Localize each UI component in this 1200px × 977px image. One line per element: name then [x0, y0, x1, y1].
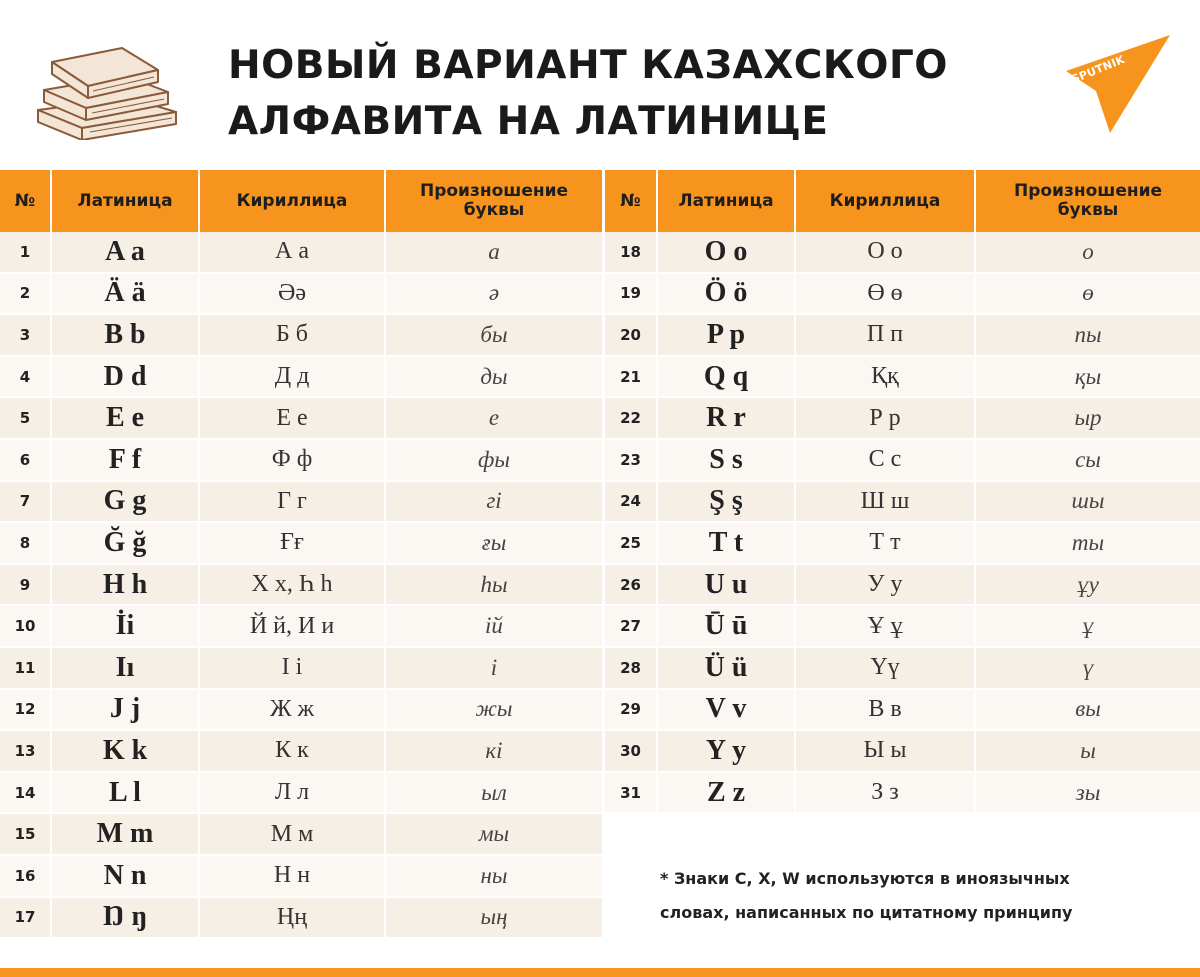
header-latin: Латиница [52, 170, 200, 232]
pronunciation: шы [976, 482, 1200, 522]
table-row [605, 731, 1200, 773]
pronunciation: ә [386, 274, 602, 314]
table-row [605, 690, 1200, 732]
pronunciation: һы [386, 565, 602, 605]
cyrillic-letter: Үү [796, 648, 976, 688]
table-row [0, 315, 602, 357]
table-row [605, 398, 1200, 440]
pronunciation: ғы [386, 523, 602, 563]
row-number: 21 [605, 357, 658, 397]
cyrillic-letter: Р р [796, 398, 976, 438]
table-row [605, 606, 1200, 648]
row-number: 16 [0, 856, 52, 896]
table-row [605, 482, 1200, 524]
latin-letter: E e [52, 398, 200, 438]
cyrillic-letter: У у [796, 565, 976, 605]
bottom-bar [0, 968, 1200, 977]
header-cyrillic: Кириллица [796, 170, 976, 232]
pronunciation: ыл [386, 773, 602, 813]
table-row [605, 773, 1200, 815]
header-cyrillic: Кириллица [200, 170, 386, 232]
table-row [605, 565, 1200, 607]
pronunciation: і [386, 648, 602, 688]
cyrillic-letter: Ғғ [200, 523, 386, 563]
row-number: 10 [0, 606, 52, 646]
table-row [605, 315, 1200, 357]
row-number: 6 [0, 440, 52, 480]
table-body [0, 232, 602, 939]
footnote [660, 862, 1160, 930]
table-row [0, 731, 602, 773]
row-number: 4 [0, 357, 52, 397]
table-row [0, 440, 602, 482]
pronunciation: ій [386, 606, 602, 646]
row-number: 11 [0, 648, 52, 688]
table-row [605, 440, 1200, 482]
latin-letter: Ğ ğ [52, 523, 200, 563]
cyrillic-letter: Е е [200, 398, 386, 438]
cyrillic-letter: Л л [200, 773, 386, 813]
logo-text: SPUTNIK [1069, 52, 1127, 87]
table-row [605, 357, 1200, 399]
latin-letter: İi [52, 606, 200, 646]
latin-letter: K k [52, 731, 200, 771]
row-number: 25 [605, 523, 658, 563]
pronunciation: жы [386, 690, 602, 730]
row-number: 8 [0, 523, 52, 563]
cyrillic-letter: В в [796, 690, 976, 730]
latin-letter: Y y [658, 731, 796, 771]
latin-letter: O o [658, 232, 796, 272]
pronunciation: вы [976, 690, 1200, 730]
header-pron-line2: буквы [463, 200, 525, 220]
latin-letter: R r [658, 398, 796, 438]
table-header [0, 170, 602, 232]
cyrillic-letter: Б б [200, 315, 386, 355]
row-number: 20 [605, 315, 658, 355]
pronunciation: ыр [976, 398, 1200, 438]
header-pron-line1: Произношение [419, 181, 569, 201]
row-number: 23 [605, 440, 658, 480]
cyrillic-letter: К к [200, 731, 386, 771]
row-number: 7 [0, 482, 52, 522]
table-row [0, 523, 602, 565]
cyrillic-letter: О о [796, 232, 976, 272]
header-num: № [605, 170, 658, 232]
footnote-line-2: словах, написанных по цитатному принципу [660, 903, 1073, 922]
table-row [0, 814, 602, 856]
cyrillic-letter: Й й, И и [200, 606, 386, 646]
latin-letter: Q q [658, 357, 796, 397]
latin-letter: S s [658, 440, 796, 480]
cyrillic-letter: Т т [796, 523, 976, 563]
latin-letter: Ö ö [658, 274, 796, 314]
table-row [0, 232, 602, 274]
latin-letter: L l [52, 773, 200, 813]
pronunciation: гі [386, 482, 602, 522]
table-row [0, 274, 602, 316]
cyrillic-letter: Ш ш [796, 482, 976, 522]
pronunciation: ы [976, 731, 1200, 771]
pronunciation: ты [976, 523, 1200, 563]
row-number: 26 [605, 565, 658, 605]
latin-letter: Ŋ ŋ [52, 898, 200, 938]
row-number: 3 [0, 315, 52, 355]
row-number: 14 [0, 773, 52, 813]
header-pronunciation [976, 170, 1200, 232]
latin-letter: F f [52, 440, 200, 480]
table-row [605, 232, 1200, 274]
latin-letter: B b [52, 315, 200, 355]
latin-letter: M m [52, 814, 200, 854]
cyrillic-letter: Ө ө [796, 274, 976, 314]
header-pronunciation [386, 170, 602, 232]
pronunciation: пы [976, 315, 1200, 355]
title-line-2: АЛФАВИТА НА ЛАТИНИЦЕ [228, 99, 829, 144]
header-num: № [0, 170, 52, 232]
header-pron-line1: Произношение [1013, 181, 1163, 201]
header-pron-line2: буквы [1057, 200, 1119, 220]
row-number: 5 [0, 398, 52, 438]
pronunciation: ың [386, 898, 602, 938]
pronunciation: ны [386, 856, 602, 896]
pronunciation: мы [386, 814, 602, 854]
table-row [0, 773, 602, 815]
table-row [0, 648, 602, 690]
table-body [605, 232, 1200, 814]
pronunciation: зы [976, 773, 1200, 813]
cyrillic-letter: Ққ [796, 357, 976, 397]
pronunciation: ұу [976, 565, 1200, 605]
table-row [0, 898, 602, 940]
pronunciation: а [386, 232, 602, 272]
table-row [605, 648, 1200, 690]
pronunciation: ұ [976, 606, 1200, 646]
pronunciation: ө [976, 274, 1200, 314]
cyrillic-letter: І і [200, 648, 386, 688]
row-number: 2 [0, 274, 52, 314]
title-line-1: НОВЫЙ ВАРИАНТ КАЗАХСКОГО [228, 43, 948, 88]
latin-letter: D d [52, 357, 200, 397]
cyrillic-letter: Ұ ұ [796, 606, 976, 646]
cyrillic-letter: Әә [200, 274, 386, 314]
pronunciation: о [976, 232, 1200, 272]
latin-letter: V v [658, 690, 796, 730]
cyrillic-letter: А а [200, 232, 386, 272]
table-row [0, 357, 602, 399]
row-number: 19 [605, 274, 658, 314]
latin-letter: P p [658, 315, 796, 355]
row-number: 9 [0, 565, 52, 605]
sputnik-logo-icon [1066, 35, 1170, 133]
row-number: 24 [605, 482, 658, 522]
cyrillic-letter: С с [796, 440, 976, 480]
table-row [0, 606, 602, 648]
latin-letter: N n [52, 856, 200, 896]
cyrillic-letter: З з [796, 773, 976, 813]
latin-letter: Ş ş [658, 482, 796, 522]
table-row [0, 398, 602, 440]
table-header [605, 170, 1200, 232]
cyrillic-letter: П п [796, 315, 976, 355]
pronunciation: кі [386, 731, 602, 771]
cyrillic-letter: Х х, Һ h [200, 565, 386, 605]
cyrillic-letter: М м [200, 814, 386, 854]
cyrillic-letter: Ы ы [796, 731, 976, 771]
latin-letter: Iı [52, 648, 200, 688]
row-number: 18 [605, 232, 658, 272]
latin-letter: H h [52, 565, 200, 605]
pronunciation: е [386, 398, 602, 438]
row-number: 31 [605, 773, 658, 813]
row-number: 13 [0, 731, 52, 771]
cyrillic-letter: Ңң [200, 898, 386, 938]
row-number: 1 [0, 232, 52, 272]
pronunciation: фы [386, 440, 602, 480]
table-row [605, 274, 1200, 316]
latin-letter: Ä ä [52, 274, 200, 314]
row-number: 30 [605, 731, 658, 771]
row-number: 28 [605, 648, 658, 688]
table-row [605, 523, 1200, 565]
latin-letter: Ū ū [658, 606, 796, 646]
cyrillic-letter: Ж ж [200, 690, 386, 730]
latin-letter: J j [52, 690, 200, 730]
latin-letter: Z z [658, 773, 796, 813]
latin-letter: Ü ü [658, 648, 796, 688]
header-latin: Латиница [658, 170, 796, 232]
cyrillic-letter: Г г [200, 482, 386, 522]
books-illustration-icon [30, 40, 182, 140]
row-number: 29 [605, 690, 658, 730]
table-row [0, 690, 602, 732]
pronunciation: сы [976, 440, 1200, 480]
row-number: 22 [605, 398, 658, 438]
pronunciation: ды [386, 357, 602, 397]
row-number: 12 [0, 690, 52, 730]
pronunciation: бы [386, 315, 602, 355]
alphabet-table-left [0, 170, 602, 967]
cyrillic-letter: Д д [200, 357, 386, 397]
pronunciation: қы [976, 357, 1200, 397]
table-row [0, 856, 602, 898]
cyrillic-letter: Ф ф [200, 440, 386, 480]
alphabet-table-right [605, 170, 1200, 967]
latin-letter: U u [658, 565, 796, 605]
row-number: 27 [605, 606, 658, 646]
page-title [228, 38, 1048, 150]
latin-letter: T t [658, 523, 796, 563]
pronunciation: ү [976, 648, 1200, 688]
row-number: 17 [0, 898, 52, 938]
table-row [0, 482, 602, 524]
latin-letter: A a [52, 232, 200, 272]
cyrillic-letter: Н н [200, 856, 386, 896]
row-number: 15 [0, 814, 52, 854]
latin-letter: G g [52, 482, 200, 522]
footnote-line-1: * Знаки C, X, W используются в иноязычных [660, 869, 1070, 888]
table-row [0, 565, 602, 607]
